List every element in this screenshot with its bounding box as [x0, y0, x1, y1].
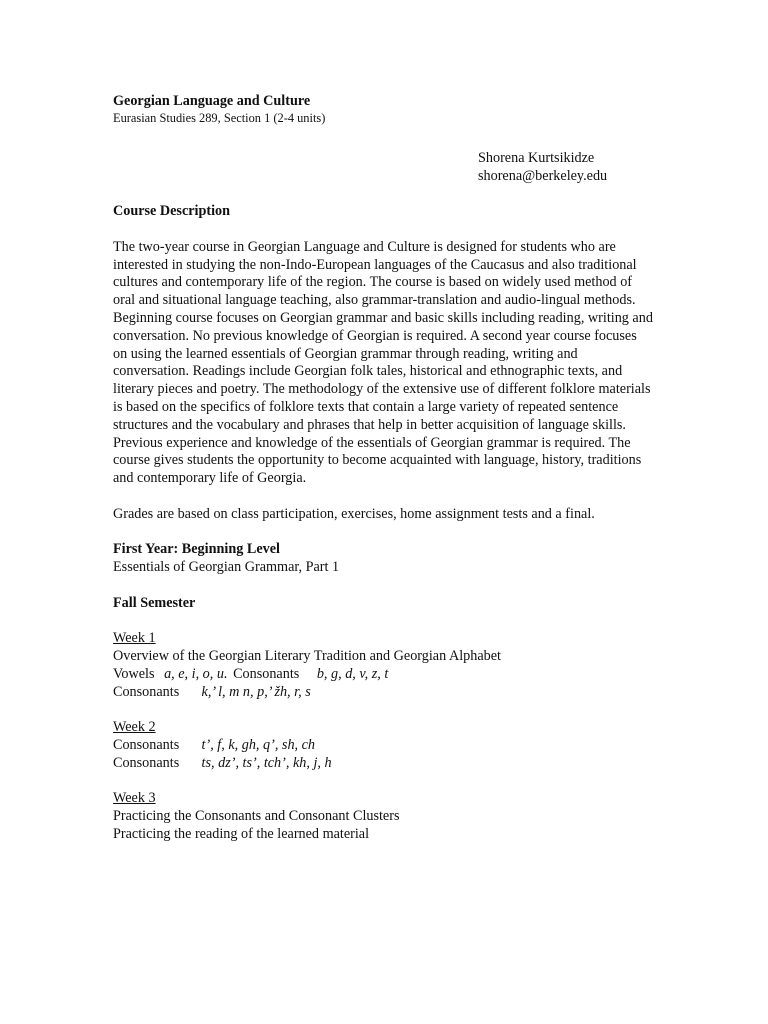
course-description-body: The two-year course in Georgian Language and Culture is designed for students who are interested in studying the non-Indo-European languages of the Caucasus and also traditional cultures and contemporary life of the region. The course is based on widely used method of oral and situational language teaching, also grammar-translation and audio-lingual methods. Beginning course focuses on Georgian grammar and basic skills including reading, writing and conversation. No previous knowledge of Georgian is required. A second year course focuses on using the learned essentials of Georgian grammar through reading, writing and conversation. Readings include Georgian folk tales, historical and ethnographic texts, and literary pieces and poetry. The methodology of the extensive use of different folklore materials is based on the specifics of folklore texts that contain a large variety of repeated sentence structures and the vocabulary and phrases that help in better acquisition of language skills. Previous experience and knowledge of the essentials of Georgian grammar is required. The course gives students the opportunity to become acquainted with language, history, traditions and contemporary life of Georgia. [113, 238, 653, 487]
fall-semester-heading: Fall Semester [113, 594, 196, 611]
consonants-label: Consonants [113, 737, 180, 754]
week-2-line-1 [113, 737, 653, 755]
week-1-line-1: Overview of the Georgian Literary Tradition and Georgian Alphabet [113, 648, 501, 665]
week-1-label: Week 1 [113, 630, 156, 647]
consonants-label: Consonants [233, 665, 300, 682]
week-2-line-2 [113, 755, 653, 773]
spacer [113, 488, 653, 506]
week-2-label: Week 2 [113, 719, 156, 736]
week-3-line-2: Practicing the reading of the learned material [113, 826, 370, 843]
instructor-block [478, 150, 653, 186]
spacer [113, 185, 653, 203]
course-subtitle: Eurasian Studies 289, Section 1 (2-4 units) [113, 110, 326, 125]
consonants-value: b, g, d, v, z, t [316, 665, 389, 682]
consonants-value: t’, f, k, gh, q’, sh, ch [201, 737, 316, 754]
spacer [113, 773, 653, 791]
course-title: Georgian Language and Culture [113, 93, 311, 109]
consonants-value: k,’ l, m n, p,’ žh, r, s [201, 683, 311, 700]
spacer [113, 702, 653, 720]
consonants-value: ts, dz’, ts’, tch’, kh, j, h [201, 754, 332, 771]
consonants-label: Consonants [113, 754, 180, 771]
spacer [113, 577, 653, 595]
first-year-heading: First Year: Beginning Level [113, 541, 280, 558]
document-page [113, 93, 653, 844]
instructor-name: Shorena Kurtsikidze [478, 149, 595, 166]
spacer [113, 613, 653, 631]
spacer [113, 524, 653, 542]
week-3-label: Week 3 [113, 790, 156, 807]
vowels-label: Vowels [113, 665, 155, 682]
grades-paragraph: Grades are based on class participation, exercises, home assignment tests and a final. [113, 505, 595, 522]
course-description-heading: Course Description [113, 203, 231, 220]
instructor-email[interactable]: shorena@berkeley.edu [478, 167, 608, 184]
week-1-line-2 [113, 666, 653, 684]
week-1-line-3 [113, 684, 653, 702]
week-3-line-1: Practicing the Consonants and Consonant Clusters [113, 808, 400, 825]
first-year-subheading: Essentials of Georgian Grammar, Part 1 [113, 559, 340, 576]
spacer [113, 221, 653, 239]
consonants-label: Consonants [113, 683, 180, 700]
vowels-value: a, e, i, o, u. [164, 665, 228, 682]
